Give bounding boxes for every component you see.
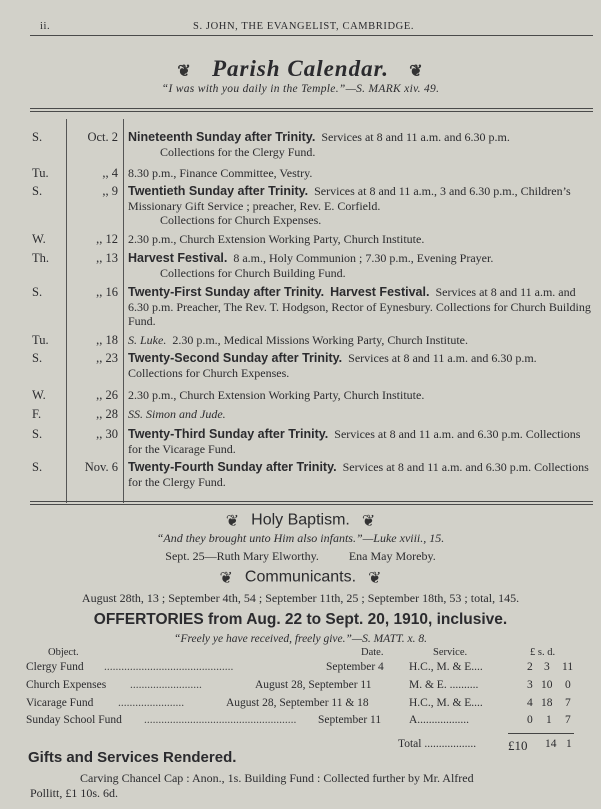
calendar-bottom-rule bbox=[30, 501, 593, 502]
calendar-bottom-rule-2 bbox=[30, 504, 593, 505]
fleuron-icon: ❦ bbox=[409, 62, 424, 80]
offertories-motto: “Freely ye have received, freely give.”—S. MATT. x. 8. bbox=[174, 633, 427, 645]
page: ii. S. JOHN, THE EVANGELIST, CAMBRIDGE. ❦ Parish Calendar. ❦ “I was with you daily in the Temple.”—S. MARK xiv. 49. S. Oct. 2 Nineteenth Sunday after Trinity. Services at 8 and 11 a.m. and 6.30 p.m. Collections for the Clergy Fund. Tu. ,, 4 8.30 p.m., Finance Committee, Vestry. S. ,, 9 Twentieth Sunday after Trinity. Services at 8 and 11 a.m., 3 and 6.30 p.m., Children’s Missionary Gift Service ; preacher, Rev. E. Corfield. Collections for Church Expenses. W. ,, 12 2.30 p.m., Church Extension Working Party, Church Institute. Th. ,, 13 Harvest Festival. 8 a.m., Holy Communion ; 7.30 p.m., Evening Prayer. Collections for Church Building Fund. S. ,, 16 Twenty-First Sunday after Trinity. Harvest Festival. Services at 8 and 11 a.m. and 6.30 p.m. Preacher, The Rev. T. Hodgson, Rector of Eynesbury. Collections for Church Building Fund. Tu. ,, 18 S. Luke. 2.30 p.m., Medical Missions Working Party, Church Institute. S. ,, 23 Twenty-Second Sunday after Trinity. Services at 8 and 11 a.m. and 6.30 p.m. Collections for Church Expenses. W. ,, 26 2.30 p.m., Church Extension Working Party, Church Institute. F. ,, 28 SS. Simon and Jude. S. ,, 30 Twenty-Third Sunday after Trinity. Services at 8 and 11 a.m. and 6.30 p.m. Collections for the Vicarage Fund. S. Nov. 6 Twenty-Fourth Sunday after Trinity. Services at 8 and 11 a.m. and 6.30 p.m. Collections for the Clergy Fund. ❦ Holy Baptism. ❦ “And they brought unto Him also infants.”—Luke xviii., 15. Sept. 25—Ruth Mary Elworthy. Ena May Moreby. ❦ Communicants. ❦ August 28th, 13 ; September 4th, 54 ; September 11th, 25 ; September 18th, 53 ; total, 145. OFFERTORIES from Aug. 22 to Sept. 20, 1910, inclusive. “Freely ye have received, freely give.”—S. MATT. x. 8. Object. Date. Service. £ s. d. Clergy Fund ............................................. September 4 H.C., M. & E.... 2 3 11 Church Expenses ......................... August 28, September 11 M. & E. .......... 3 10 0 Vicarage Fund ....................... August 28, September 11 & 18 H.C., M. & E.... 4 18 7 Sunday School Fund ..................................................... September 11 A.................. 0 1 7 Total .................. £10 14 1 Gifts and Services Rendered. Carving Chancel Cap : Anon., 1s. Building Fund : Collected further by Mr. Alfred Pollitt, £1 10s. 6d. bbox=[0, 0, 601, 809]
column-divider bbox=[66, 119, 67, 503]
calendar-title: Parish Calendar. bbox=[211, 56, 390, 81]
baptism-heading bbox=[0, 511, 601, 531]
gifts-title: Gifts and Services Rendered. bbox=[28, 749, 237, 766]
col-service: Service. bbox=[433, 647, 468, 658]
row-date: Oct. 2 bbox=[87, 130, 118, 144]
communicants-heading bbox=[0, 568, 601, 588]
calendar-top-rule-2 bbox=[30, 111, 593, 112]
fleuron-icon: ❦ bbox=[368, 570, 382, 587]
column-divider bbox=[123, 119, 124, 503]
total-rule bbox=[508, 733, 574, 734]
baptism-motto: “And they brought unto Him also infants.”—Luke xviii., 15. bbox=[156, 531, 445, 545]
baptism-entries: Sept. 25—Ruth Mary Elworthy. Ena May Moreby. bbox=[165, 549, 436, 563]
calendar-top-rule bbox=[30, 108, 593, 109]
page-number: ii. bbox=[40, 21, 51, 32]
communicants-text: August 28th, 13 ; September 4th, 54 ; September 11th, 25 ; September 18th, 53 ; total, 145. bbox=[81, 591, 520, 605]
fleuron-icon: ❦ bbox=[177, 62, 192, 80]
gifts-line-1: Carving Chancel Cap : Anon., 1s. Building Fund : Collected further by Mr. Alfred bbox=[80, 771, 474, 785]
col-lsd: £ s. d. bbox=[530, 647, 556, 658]
col-date: Date. bbox=[361, 647, 384, 658]
gifts-line-2: Pollitt, £1 10s. 6d. bbox=[30, 786, 119, 800]
col-object: Object. bbox=[48, 647, 79, 658]
running-title: S. JOHN, THE EVANGELIST, CAMBRIDGE. bbox=[193, 21, 415, 32]
communicants-title: Communicants. bbox=[244, 568, 357, 586]
row-day: S. bbox=[32, 130, 43, 144]
header-rule bbox=[30, 35, 593, 36]
row-event: Nineteenth Sunday after Trinity. Services at 8 and 11 a.m. and 6.30 p.m. Collections for the Clergy Fund. bbox=[128, 130, 510, 159]
fleuron-icon: ❦ bbox=[219, 570, 233, 587]
calendar-title-block bbox=[0, 56, 601, 82]
baptism-title: Holy Baptism. bbox=[251, 511, 350, 529]
fleuron-icon: ❦ bbox=[225, 513, 240, 530]
calendar-motto: “I was with you daily in the Temple.”—S. MARK xiv. 49. bbox=[161, 83, 440, 95]
fleuron-icon: ❦ bbox=[361, 513, 376, 530]
offertories-title: OFFERTORIES from Aug. 22 to Sept. 20, 1910, inclusive. bbox=[93, 611, 508, 628]
